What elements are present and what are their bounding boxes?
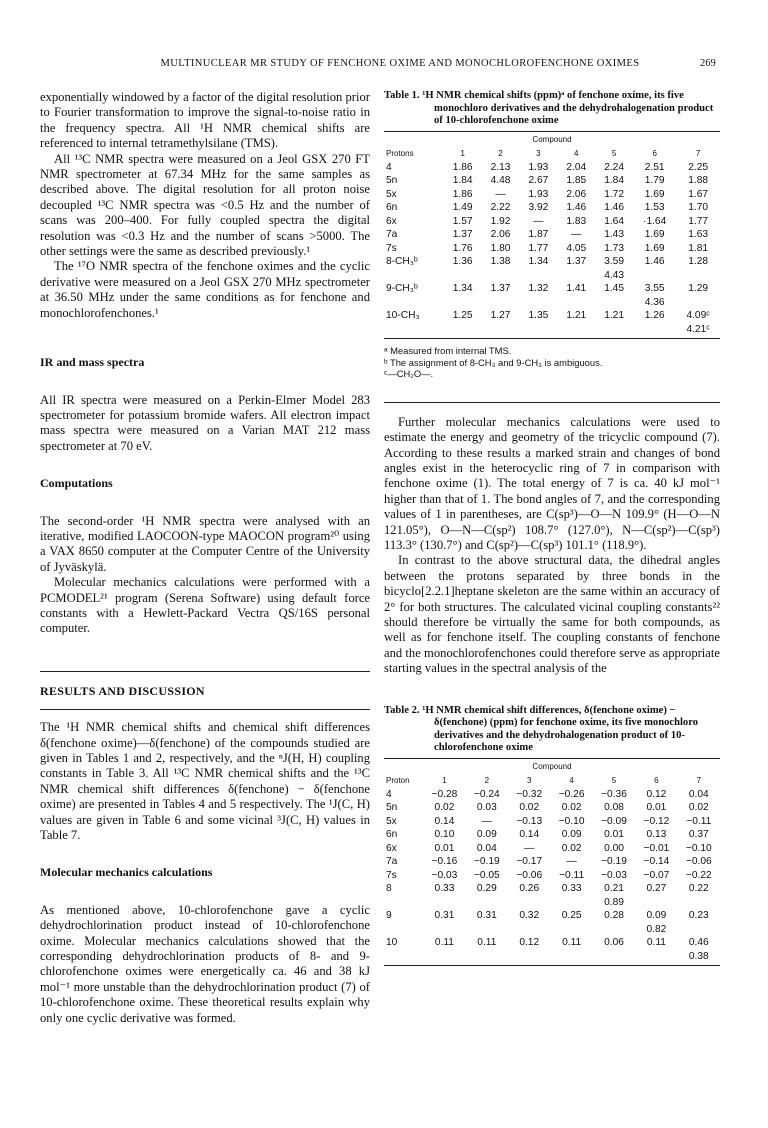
table-cell: 1.38 <box>490 256 511 268</box>
table-cell: 0.33 <box>434 883 455 895</box>
table-cell: −0.24 <box>473 788 500 800</box>
table-cell: 1.73 <box>604 242 625 254</box>
table-cell: 0.32 <box>519 910 540 922</box>
row-label: 8 <box>386 883 392 895</box>
running-title: MULTINUCLEAR MR STUDY OF FENCHONE OXIME AND MONOCHLOROFENCHONE OXIMES <box>160 58 640 69</box>
table-cell: 1.37 <box>452 229 473 241</box>
table-cell: −0.26 <box>558 788 585 800</box>
row-label: 10 <box>386 937 398 949</box>
table-cell: −0.16 <box>431 856 458 868</box>
row-label: 6x <box>386 842 397 854</box>
table-cell: −0.12 <box>643 815 670 827</box>
table-cell: 0.31 <box>476 910 497 922</box>
table-row <box>384 201 720 215</box>
column-header: 6 <box>652 149 657 159</box>
table-row <box>384 282 720 309</box>
table-cell: 1.84 <box>604 175 625 187</box>
table-cell: 0.11 <box>562 937 582 949</box>
column-header: 4 <box>574 149 579 159</box>
table-cell: 1.93 <box>528 188 549 200</box>
table-cell: 2.13 <box>490 161 511 173</box>
table-cell: ·1.64 <box>643 215 667 227</box>
table-cell: 1.77 <box>688 215 709 227</box>
table-cell: 0.04 <box>688 788 709 800</box>
table-row <box>384 936 720 963</box>
section-heading-computations: Computations <box>40 476 113 491</box>
paragraph: In contrast to the above structural data, the dihedral angles between the protons separated by three bonds in the bicyclo[2.2.1]heptane skeleton are the same within an accuracy of 2° for both structures. The calculated vicinal coupling constants²² should therefore be virtually the same for both compounds, as well as for fenchone itself. The coupling constants of fenchone and the monochlorofenchones could therefore serve as appropriate starting values in the spectral analysis of the <box>384 553 720 676</box>
column-header: 4 <box>569 776 574 786</box>
table-cell: 3.92 <box>528 202 549 214</box>
row-label: 7a <box>386 856 398 868</box>
table-cell: 4.09ᶜ 4.21ᶜ <box>686 310 710 335</box>
table-cell: 1.37 <box>566 256 587 268</box>
table-cell: 1.69 <box>644 188 665 200</box>
table-cell: 1.87 <box>528 229 549 241</box>
row-label: 5n <box>386 175 398 187</box>
table-row <box>384 801 720 815</box>
table-row <box>384 828 720 842</box>
table-cell: 1.57 <box>452 215 473 227</box>
column-header: 7 <box>695 149 701 159</box>
table-cell: 0.29 <box>476 883 497 895</box>
table-cell: 0.06 <box>604 937 624 949</box>
table-cell: 2.24 <box>604 161 625 173</box>
table-cell: 0.02 <box>434 802 455 814</box>
table-row <box>384 788 720 802</box>
row-label: 6x <box>386 215 397 227</box>
table-cell: 1.21 <box>604 310 625 322</box>
table-cell: 1.34 <box>528 256 549 268</box>
paragraph: All ¹³C NMR spectra were measured on a Jeol GSX 270 FT NMR spectrometer at 67.34 MHz for the same samples as described above. The digital resolution for all proton noise decoupled ¹³C NMR spectra was <0.5 Hz and the number of scans was 200–400. For fully coupled spectra the digital resolution was <0.3 Hz and the number of scans >5000. The other settings were the same as described previously.¹ <box>40 151 370 259</box>
table-cell: 0.37 <box>688 829 709 841</box>
footnote: ᶜ—CH₂O—. <box>384 368 434 380</box>
table-label: Table 1. <box>384 90 420 101</box>
table-cell: 0.12 <box>646 788 667 800</box>
table-cell: 1.85 <box>566 175 587 187</box>
table-cell: 2.51 <box>644 161 665 173</box>
column-header: 3 <box>536 149 541 159</box>
table-cell: 1.77 <box>528 242 549 254</box>
table-cell: 1.63 <box>688 229 709 241</box>
table-cell: −0.05 <box>473 869 500 881</box>
paragraph: The ¹H NMR chemical shifts and chemical shift differences δ(fenchone oxime)—δ(fenchone) of the compounds studied are given in Tables 1 and 2, respectively, and the ⁿJ(H, H) coupling constants in Table 3. All ¹³C NMR chemical shifts and the ¹³C NMR chemical shift differences δ(fenchone) − δ(fenchone oxime) are presented in Tables 4 and 5 respectively. The ¹J(C, H) values are given in Table 6 and some vicinal ³J(C, H) values in Table 7. <box>40 720 370 843</box>
table-cell: 0.04 <box>476 842 497 854</box>
table-cell: 0.09 <box>476 829 497 841</box>
table-caption-text: ¹H NMR chemical shift differences, δ(fenchone oxime) − δ(fenchone) (ppm) for fenchone oxime, its five monochloro derivatives and the dehydrohalogenation product of 10-chlorofenchone oxime <box>422 704 699 754</box>
column-header: 6 <box>654 776 659 786</box>
column-header: 5 <box>611 776 617 786</box>
section-heading-ir: IR and mass spectra <box>40 355 145 370</box>
row-label: 10-CH₃ <box>386 310 420 322</box>
row-label: 8-CH₃ᵇ <box>386 256 418 268</box>
table-cell: −0.03 <box>601 869 627 881</box>
table-cell: 0.31 <box>434 910 455 922</box>
table-cell: 0.25 <box>561 910 582 922</box>
table-cell: −0.10 <box>558 815 585 827</box>
table-cell: 0.01 <box>604 829 624 841</box>
table-cell: 1.67 <box>688 188 709 200</box>
table-cell: 1.83 <box>566 215 587 227</box>
section-heading-molecular-mechanics: Molecular mechanics calculations <box>40 865 213 880</box>
column-header: 1 <box>442 776 447 786</box>
table-label: Table 2. <box>384 704 420 716</box>
row-label: 7s <box>386 869 397 881</box>
table-2 <box>384 705 720 967</box>
row-label: 6n <box>386 202 398 214</box>
right-column <box>384 90 720 966</box>
table-cell: 1.72 <box>604 188 625 200</box>
table-cell: 1.79 <box>644 175 665 187</box>
table-cell: 1.69 <box>644 242 665 254</box>
table-cell: 0.13 <box>646 829 667 841</box>
table-cell: 2.25 <box>688 161 709 173</box>
table-cell: 2.06 <box>490 229 511 241</box>
footnote: ᵇ The assignment of 8-CH₃ and 9-CH₃ is ambiguous. <box>384 356 603 368</box>
table-cell: 1.21 <box>566 310 587 322</box>
table-cell: — <box>533 215 544 227</box>
paragraph: All IR spectra were measured on a Perkin-Elmer Model 283 spectrometer for potassium bromide wafers. All electron impact mass spectra were measured on a Varian MAT 212 mass spectrometer at 70 eV. <box>40 392 370 453</box>
table-cell: 1.76 <box>452 242 473 254</box>
table-cell: 0.11 <box>477 937 497 949</box>
table-cell: −0.32 <box>516 788 543 800</box>
table-row <box>384 909 720 936</box>
row-label: 6n <box>386 829 398 841</box>
table-cell: −0.10 <box>685 842 712 854</box>
table-cell: 1.46 <box>566 202 587 214</box>
table-cell: −0.17 <box>516 856 543 868</box>
table-cell: 1.28 <box>688 256 709 268</box>
table-cell: 2.67 <box>528 175 549 187</box>
table-cell: −0.19 <box>601 856 627 868</box>
table-cell: 0.03 <box>476 802 497 814</box>
table-cell: 1.53 <box>644 202 665 214</box>
table-cell: 3.59 4.43 <box>604 256 625 281</box>
table-row <box>384 161 720 175</box>
table-cell: 1.27 <box>490 310 511 322</box>
row-label: 9 <box>386 910 392 922</box>
table-cell: −0.11 <box>559 869 585 881</box>
table-cell: 0.26 <box>519 883 540 895</box>
table-cell: −0.03 <box>431 869 458 881</box>
table-cell: 1.92 <box>490 215 511 227</box>
row-label: 7s <box>386 242 397 254</box>
table-cell: 1.88 <box>688 175 709 187</box>
table-cell: 2.06 <box>566 188 587 200</box>
table-cell: −0.01 <box>643 842 670 854</box>
table-cell: 1.29 <box>688 283 709 295</box>
footnote: ᵃ Measured from internal TMS. <box>384 345 512 357</box>
table-cell: −0.36 <box>601 788 627 800</box>
table-cell: 0.22 <box>688 883 709 895</box>
table-cell: 4.05 <box>566 242 587 254</box>
table-cell: 0.12 <box>519 937 540 949</box>
table-cell: 1.70 <box>688 202 709 214</box>
table-cell: 0.33 <box>561 883 582 895</box>
table-row <box>384 855 720 869</box>
table-cell: 0.00 <box>604 842 624 854</box>
table-cell: 1.46 <box>644 256 665 268</box>
table-cell: 1.86 <box>452 188 473 200</box>
column-header: 3 <box>527 776 532 786</box>
table-cell: 0.46 0.38 <box>688 937 709 962</box>
table-row <box>384 309 720 336</box>
table-cell: −0.09 <box>601 815 627 827</box>
table-cell: 1.32 <box>528 283 549 295</box>
compound-header: Compound <box>532 761 572 771</box>
table-cell: — <box>571 229 582 241</box>
section-heading-results: RESULTS AND DISCUSSION <box>40 683 205 698</box>
table-cell: −0.19 <box>473 856 500 868</box>
table-cell: 0.28 <box>604 910 624 922</box>
table-cell: 1.86 <box>452 161 473 173</box>
table-cell: 1.41 <box>566 283 587 295</box>
table-cell: 2.04 <box>566 161 587 173</box>
column-header: 2 <box>484 776 490 786</box>
table-cell: 0.14 <box>434 815 455 827</box>
table-cell: 1.84 <box>452 175 473 187</box>
table-cell: −0.28 <box>431 788 458 800</box>
table-caption <box>384 705 720 755</box>
paragraph: As mentioned above, 10-chlorofenchone gave a cyclic dehydrochlorination product instead of 10-chlorofenchone oxime. Molecular mechanics calculations showed that the corresponding dehydrochlorination products of 8- and 9-chlorofenchone oximes were energetically ca. 46 and 38 kJ mol⁻¹ more unstable than the dehydrochlorination product (7) of 10-chlorofenchone oxime. These theoretical results explain why only one cyclic derivative was formed. <box>40 902 370 1025</box>
table-row <box>384 215 720 229</box>
table-cell: 0.27 <box>646 883 667 895</box>
table-row <box>384 188 720 202</box>
table-cell: 1.35 <box>528 310 549 322</box>
table-cell: 1.69 <box>644 229 665 241</box>
table-cell: 0.01 <box>434 842 455 854</box>
table-cell: 1.26 <box>644 310 665 322</box>
table-cell: — <box>495 188 506 200</box>
table-cell: 0.02 <box>561 842 582 854</box>
table-footnotes <box>384 345 720 380</box>
table-cell: −0.13 <box>516 815 543 827</box>
table-cell: −0.14 <box>643 856 670 868</box>
table-cell: 4.48 <box>490 175 511 187</box>
table-row <box>384 882 720 909</box>
table-cell: 0.11 <box>646 937 666 949</box>
table-cell: 0.02 <box>519 802 540 814</box>
column-header: 7 <box>696 776 702 786</box>
table-cell: 0.11 <box>434 937 454 949</box>
row-label: 4 <box>386 161 392 173</box>
table-cell: 0.10 <box>434 829 455 841</box>
table-cell: 1.36 <box>452 256 473 268</box>
table-cell: 1.34 <box>452 283 473 295</box>
row-label: 5x <box>386 815 397 827</box>
data-table <box>384 774 720 963</box>
column-header: 2 <box>498 149 503 159</box>
table-caption <box>384 90 720 128</box>
column-header: 5 <box>611 149 617 159</box>
table-cell: 1.81 <box>688 242 709 254</box>
table-cell: — <box>524 842 535 854</box>
table-cell: 1.80 <box>490 242 511 254</box>
table-cell: 0.08 <box>604 802 624 814</box>
table-caption-text: ¹H NMR chemical shifts (ppm)ᵃ of fenchone oxime, its five monochloro derivatives and the dehydrohalogenation product of 10-chlorofenchone oxime <box>422 90 714 127</box>
table-1 <box>384 90 720 380</box>
table-cell: −0.06 <box>516 869 543 881</box>
table-cell: — <box>481 815 492 827</box>
table-cell: — <box>566 856 577 868</box>
paragraph: Molecular mechanics calculations were performed with a PCMODEL²¹ program (Serena Software) using default force constants with a Hewlett-Packard Vectra QS/16S personal computer. <box>40 575 370 636</box>
column-header: 1 <box>460 149 465 159</box>
page-number: 269 <box>700 58 716 69</box>
row-label: 5x <box>386 188 397 200</box>
table-cell: 1.49 <box>452 202 473 214</box>
row-label: 4 <box>386 788 392 800</box>
table-cell: 3.55 4.36 <box>644 283 665 308</box>
compound-header: Compound <box>532 134 572 144</box>
paragraph: The second-order ¹H NMR spectra were analysed with an iterative, modified LAOCOON-type MAOCON program²⁰ using a VAX 8650 computer at the Computer Centre of the University of Jyväskylä. <box>40 513 370 574</box>
paragraph: exponentially windowed by a factor of the digital resolution prior to Fourier transformation to improve the signal-to-noise ratio in the frequency spectra. All ¹H NMR chemical shifts are referenced to internal tetramethylsilane (TMS). <box>40 90 370 151</box>
table-cell: 1.64 <box>604 215 625 227</box>
table-cell: 0.01 <box>646 802 667 814</box>
table-cell: −0.11 <box>686 815 712 827</box>
paragraph: The ¹⁷O NMR spectra of the fenchone oximes and the cyclic derivative were measured on a Jeol GSX 270 MHz spectrometer at 36.50 MHz under the same conditions as for fenchone and monochlorofenchones.¹ <box>40 259 370 320</box>
table-row <box>384 869 720 883</box>
table-row <box>384 228 720 242</box>
row-label: 7a <box>386 229 398 241</box>
table-cell: 1.46 <box>604 202 625 214</box>
table-cell: −0.06 <box>685 856 712 868</box>
table-cell: 0.14 <box>519 829 540 841</box>
table-cell: 0.02 <box>688 802 709 814</box>
table-cell: 1.45 <box>604 283 625 295</box>
table-cell: 1.37 <box>490 283 511 295</box>
table-row <box>384 842 720 856</box>
left-column <box>40 90 370 1026</box>
table-cell: 2.22 <box>490 202 511 214</box>
table-row <box>384 815 720 829</box>
table-cell: 1.93 <box>528 161 549 173</box>
table-cell: 1.25 <box>452 310 473 322</box>
table-cell: 1.43 <box>604 229 625 241</box>
paragraph: Further molecular mechanics calculations were used to estimate the energy and geometry of the tricyclic compound (7). According to these results a marked strain and changes of bond angles exist in the heterocyclic ring of 7 in comparison with fenchone oxime (1). The total energy of 7 is ca. 40 kJ mol⁻¹ higher than that of 1. The bond angles of 7, and the corresponding values of 1 in parentheses, are C(sp³)—O—N 109.9° (H—O—N 121.05°), O—N—C(sp²) 108.7° (127.0°), N—C(sp²)—C(sp³) 113.3° (130.7°) and C(sp²)—C(sp³) 101.1° (118.9°). <box>384 414 720 552</box>
column-header-label: Proton <box>386 776 410 786</box>
table-cell: 0.09 0.82 <box>646 910 667 935</box>
table-cell: −0.07 <box>643 869 670 881</box>
table-cell: 0.09 <box>561 829 582 841</box>
table-row <box>384 242 720 256</box>
row-label: 9-CH₃ᵇ <box>386 283 418 295</box>
table-cell: 0.23 <box>688 910 709 922</box>
table-row <box>384 174 720 188</box>
column-header-label: Protons <box>386 149 414 159</box>
table-cell: 0.21 0.89 <box>604 883 624 908</box>
table-cell: −0.22 <box>685 869 712 881</box>
data-table <box>384 147 720 336</box>
table-row <box>384 255 720 282</box>
table-cell: 0.02 <box>561 802 582 814</box>
row-label: 5n <box>386 802 398 814</box>
